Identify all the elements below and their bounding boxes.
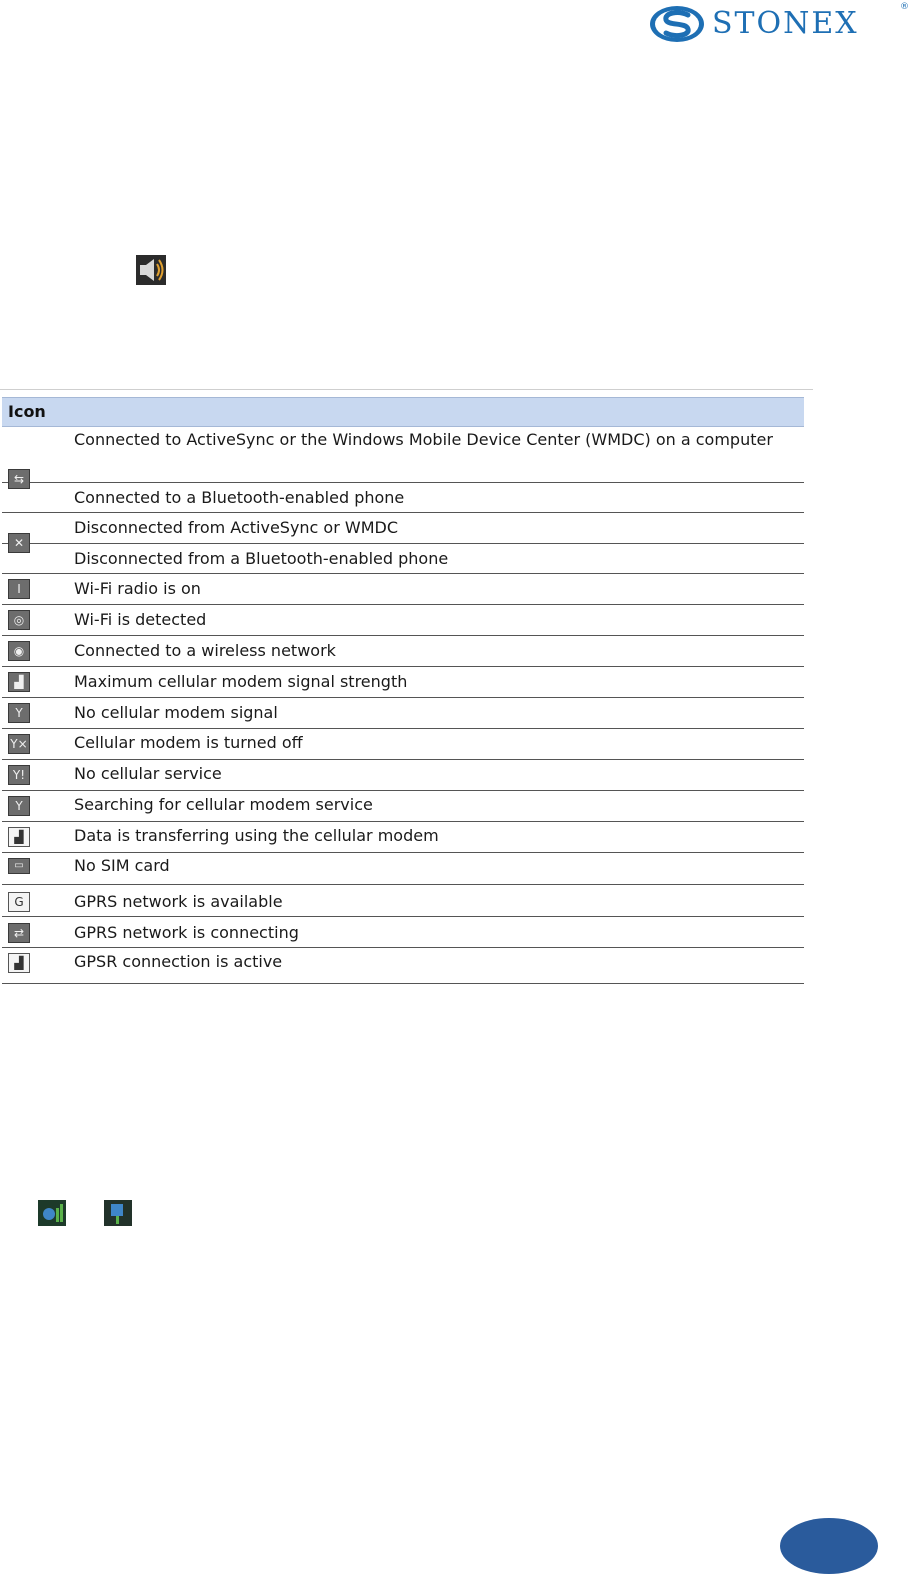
wifi-connected-icon: ◉	[8, 641, 30, 661]
no-signal-icon: Y	[8, 703, 30, 723]
stonex-logo-icon	[648, 4, 706, 44]
table-row	[2, 427, 804, 483]
row-text: GPRS network is available	[74, 892, 283, 911]
table-row	[2, 885, 804, 917]
row-text: No SIM card	[74, 856, 170, 875]
activesync-connected-icon: ⇆	[8, 469, 30, 489]
table-header	[2, 397, 804, 427]
table-row	[2, 853, 804, 885]
table-row	[2, 636, 804, 667]
stonex-logo	[648, 2, 910, 46]
speaker-volume-icon	[136, 255, 166, 285]
row-text: Disconnected from a Bluetooth-enabled phone	[74, 549, 449, 568]
table-frame-top	[0, 389, 813, 390]
table-row	[2, 791, 804, 822]
activesync-disconnected-icon: ✕	[8, 533, 30, 553]
row-text: GPRS network is connecting	[74, 923, 299, 942]
row-text: Searching for cellular modem service	[74, 795, 373, 814]
wifi-on-icon: Ⅰ	[8, 579, 30, 599]
table-row	[2, 544, 804, 574]
table-row	[2, 822, 804, 853]
row-text: Connected to a wireless network	[74, 641, 336, 660]
no-service-icon: Y!	[8, 765, 30, 785]
wifi-detected-icon: ◎	[8, 610, 30, 630]
row-text: Maximum cellular modem signal strength	[74, 672, 408, 691]
row-text: Wi-Fi radio is on	[74, 579, 201, 598]
table-row	[2, 698, 804, 729]
data-transfer-icon: ▟	[8, 827, 30, 847]
table-row	[2, 513, 804, 544]
no-sim-icon: ▭	[8, 858, 30, 874]
gprs-connecting-icon: ⇄	[8, 923, 30, 943]
row-text: Cellular modem is turned off	[74, 733, 303, 752]
table-row	[2, 948, 804, 984]
row-text: GPSR connection is active	[74, 952, 283, 971]
registered-mark: ®	[900, 2, 909, 12]
stonex-logo-text: STONEX	[712, 6, 859, 41]
table-row	[2, 574, 804, 605]
row-text: Data is transferring using the cellular modem	[74, 826, 439, 845]
modem-off-icon: Y×	[8, 734, 30, 754]
table-row	[2, 729, 804, 760]
table-row	[2, 667, 804, 698]
row-text: Connected to a Bluetooth-enabled phone	[74, 488, 405, 507]
row-text: No cellular modem signal	[74, 703, 278, 722]
signal-max-icon: ▟	[8, 672, 30, 692]
page-number-badge	[780, 1518, 878, 1574]
gpsr-active-icon: ▟	[8, 953, 30, 973]
table-row	[2, 760, 804, 791]
searching-service-icon: Y	[8, 796, 30, 816]
row-text: No cellular service	[74, 764, 222, 783]
gprs-available-icon: G	[8, 892, 30, 912]
table-row	[2, 605, 804, 636]
table-row	[2, 483, 804, 513]
row-text: Disconnected from ActiveSync or WMDC	[74, 518, 398, 537]
network-status-icon	[38, 1200, 66, 1226]
row-text: Wi-Fi is detected	[74, 610, 207, 629]
row-text: Connected to ActiveSync or the Windows Mobile Device Center (WMDC) on a computer	[74, 430, 773, 449]
connection-status-icon	[104, 1200, 132, 1226]
table-row	[2, 917, 804, 948]
table-header-icon-label: Icon	[8, 402, 46, 421]
